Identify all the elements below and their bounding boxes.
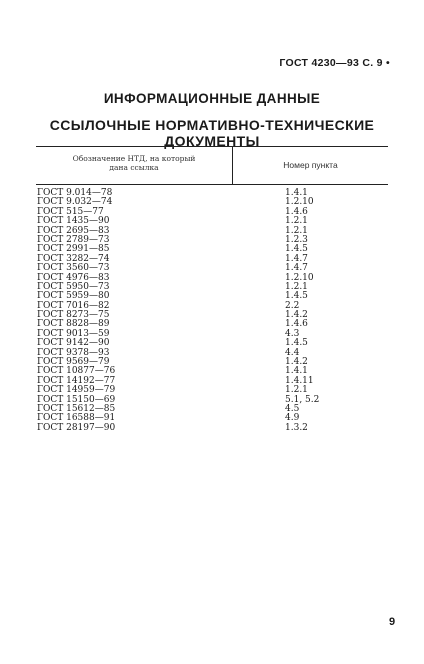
cell-document: ГОСТ 2789—73 [37, 234, 110, 245]
cell-document: ГОСТ 2991—85 [37, 244, 110, 255]
table-header [36, 146, 388, 185]
cell-document: ГОСТ 10877—76 [37, 366, 116, 377]
cell-document: ГОСТ 14192—77 [37, 375, 116, 386]
cell-item: 1.4.6 [285, 319, 308, 330]
cell-item: 1.4.5 [285, 244, 308, 255]
cell-document: ГОСТ 16588—91 [37, 413, 116, 424]
cell-item: 1.2.1 [285, 225, 308, 236]
table-body [36, 189, 388, 433]
cell-item: 4.4 [285, 347, 300, 358]
cell-document: ГОСТ 2695—83 [37, 225, 110, 236]
page-header: ГОСТ 4230—93 С. 9 • [279, 57, 390, 69]
cell-document: ГОСТ 9.032—74 [37, 197, 113, 208]
cell-document: ГОСТ 9569—79 [37, 357, 110, 368]
cell-item: 4.3 [285, 328, 300, 339]
cell-item: 1.4.1 [285, 366, 308, 377]
col-header-document-line1: Обозначение НТД, на который [72, 154, 196, 163]
cell-document: ГОСТ 3560—73 [37, 263, 110, 274]
cell-document: ГОСТ 3282—74 [37, 253, 110, 264]
cell-item: 4.9 [285, 413, 300, 424]
cell-item: 2.2 [285, 300, 300, 311]
cell-document: ГОСТ 5950—73 [37, 281, 110, 292]
cell-item: 1.4.11 [285, 375, 314, 386]
cell-item: 1.2.1 [285, 385, 308, 396]
cell-item: 1.4.6 [285, 206, 308, 217]
cell-item: 1.4.5 [285, 338, 308, 349]
col-header-item: Номер пункта [283, 160, 338, 170]
cell-item: 1.2.1 [285, 216, 308, 227]
page-number: 9 [389, 616, 396, 628]
cell-item: 1.4.2 [285, 357, 308, 368]
section-subtitle: ССЫЛОЧНЫЕ НОРМАТИВНО-ТЕХНИЧЕСКИЕ ДОКУМЕНТЫ [49, 117, 375, 149]
cell-item: 1.2.3 [285, 234, 308, 245]
table-row [36, 424, 388, 433]
cell-document: ГОСТ 14959—79 [37, 385, 116, 396]
cell-document: ГОСТ 515—77 [37, 206, 104, 217]
cell-document: ГОСТ 8828—89 [37, 319, 110, 330]
cell-document: ГОСТ 5959—80 [37, 291, 110, 302]
cell-item: 1.2.10 [285, 272, 314, 283]
cell-document: ГОСТ 9142—90 [37, 338, 110, 349]
cell-item: 4.5 [285, 403, 300, 414]
reference-table [36, 146, 388, 433]
section-title: ИНФОРМАЦИОННЫЕ ДАННЫЕ [103, 91, 321, 106]
cell-item: 1.4.1 [285, 188, 308, 198]
cell-item: 1.2.10 [285, 197, 314, 208]
cell-document: ГОСТ 9378—93 [37, 347, 110, 358]
col-header-document-line2: дана ссылка [109, 163, 159, 172]
cell-document: ГОСТ 8273—75 [37, 310, 110, 321]
cell-document: ГОСТ 7016—82 [37, 300, 110, 311]
cell-document: ГОСТ 15150—69 [37, 394, 116, 405]
cell-document: ГОСТ 9.014—78 [37, 188, 113, 198]
cell-document: ГОСТ 9013—59 [37, 328, 110, 339]
cell-item: 1.3.2 [285, 422, 308, 433]
cell-item: 5.1, 5.2 [285, 394, 320, 405]
cell-item: 1.4.7 [285, 253, 308, 264]
cell-item: 1.4.5 [285, 291, 308, 302]
cell-document: ГОСТ 28197—90 [37, 422, 116, 433]
cell-item: 1.2.1 [285, 281, 308, 292]
cell-document: ГОСТ 4976—83 [37, 272, 110, 283]
cell-document: ГОСТ 1435—90 [37, 216, 110, 227]
cell-document: ГОСТ 15612—85 [37, 403, 116, 414]
cell-item: 1.4.2 [285, 310, 308, 321]
cell-item: 1.4.7 [285, 263, 308, 274]
col-header-document [36, 147, 233, 184]
